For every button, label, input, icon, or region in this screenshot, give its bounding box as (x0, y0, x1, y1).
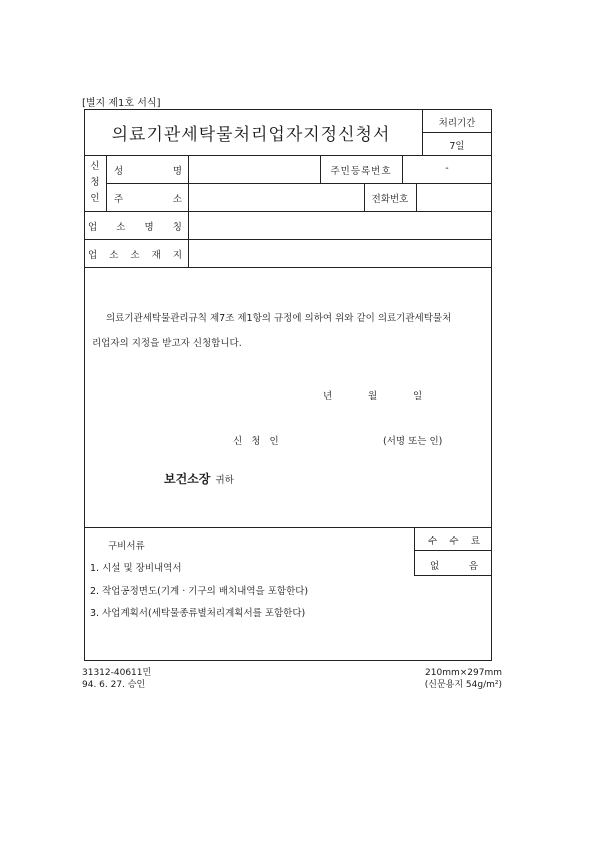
address-label: 주 소 (114, 194, 182, 205)
resident-number-field[interactable]: - (445, 163, 449, 174)
statement-line-2: 리업자의 지정을 받고자 신청합니다. (92, 338, 242, 349)
date-day-label: 일 (413, 391, 423, 402)
footer-right (425, 667, 502, 691)
form-number-label: [별지 제1호 서식] (82, 98, 161, 109)
name-label: 성 명 (114, 166, 182, 177)
applicant-group-divider (106, 155, 107, 211)
business-name-field[interactable] (190, 213, 490, 237)
id-label-right-rule (402, 155, 403, 183)
statement-line-1: 의료기관세탁물관리규칙 제7조 제1항의 규정에 의하여 위와 같이 의료기관세탁물처 (106, 313, 452, 324)
document-item-3: 3. 사업계획서(세탁물종류별처리계획서를 포함한다) (90, 608, 306, 619)
processing-period-value: 7일 (449, 141, 465, 152)
paper-type: (신문용지 54g/m²) (424, 680, 502, 690)
addressee (164, 468, 234, 487)
form-code: 31312-40611민 (82, 668, 152, 678)
business-location-field[interactable] (190, 241, 490, 265)
date-month-label: 월 (368, 391, 378, 402)
business-location-bottom-rule (84, 267, 492, 268)
phone-field[interactable] (418, 185, 490, 209)
address-field[interactable] (190, 185, 362, 209)
form-title: 의료기관세탁물처리업자지정신청서 (111, 125, 391, 145)
paper-size: 210mm×297mm (425, 668, 502, 678)
fee-label: 수 수 료 (428, 536, 480, 547)
applicant-row-divider (106, 183, 492, 184)
phone-label-right-rule (416, 183, 417, 211)
date-year-label: 년 (323, 391, 333, 402)
business-location-label: 업 소 소 재 지 (88, 250, 182, 261)
signature-note: (서명 또는 인) (383, 436, 443, 447)
business-name-bottom-rule (84, 239, 492, 240)
document-item-2: 2. 작업공정면도(기계 · 기구의 배치내역을 포함한다) (90, 586, 309, 597)
applicant-bottom-rule (84, 211, 492, 212)
fee-divider (414, 550, 492, 551)
name-field[interactable] (190, 157, 318, 181)
addressee-title: 보건소장 (164, 472, 211, 486)
document-item-1: 1. 시설 및 장비내역서 (90, 563, 182, 574)
processing-divider (422, 132, 492, 133)
statement-bottom-rule (84, 527, 492, 528)
resident-number-label: 주민등록번호 (330, 166, 392, 177)
processing-period-label: 처리기간 (438, 118, 476, 129)
title-bottom-rule (84, 155, 492, 156)
phone-label: 전화번호 (371, 194, 409, 205)
addressee-suffix: 귀하 (215, 475, 234, 486)
fee-bottom-rule (414, 575, 492, 576)
applicant-group-label: 신 청 인 (90, 161, 100, 204)
applicant-signature-label: 신 청 인 (233, 436, 279, 447)
footer-left (82, 667, 151, 691)
business-name-label: 업 소 명 칭 (88, 222, 182, 233)
fee-box-divider (414, 527, 415, 575)
label-column-divider (188, 155, 189, 267)
required-documents-header: 구비서류 (108, 541, 145, 552)
approval-date: 94. 6. 27. 승인 (82, 680, 146, 690)
fee-value: 없 음 (430, 561, 478, 572)
